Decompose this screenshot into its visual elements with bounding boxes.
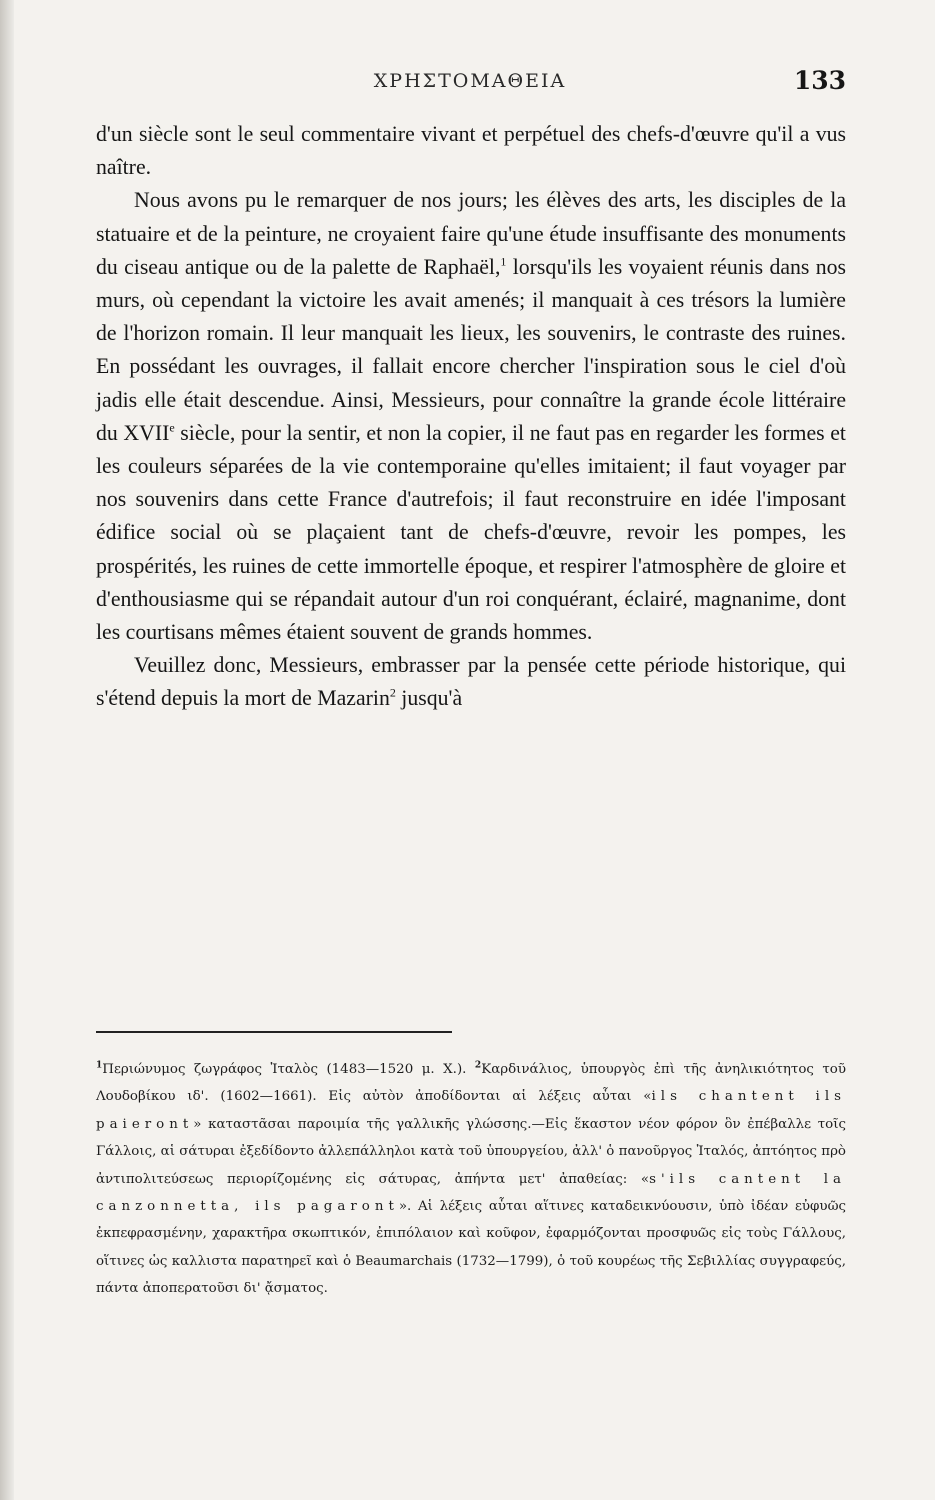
footnote-2-quote-1: ils chantent ils paieront xyxy=(96,1089,846,1132)
page-header xyxy=(90,66,850,102)
footnote-1-text: Περιώνυμος ζωγράφος Ἰταλὸς (1483—1520 μ. Χ.). xyxy=(102,1062,467,1077)
footnote-2-quote-2: s'ils cantent la canzonnetta, ils pagaront xyxy=(96,1171,847,1215)
footnote-ref-1[interactable]: 1 xyxy=(500,254,507,269)
paragraph-3-text-b: jusqu'à xyxy=(395,686,463,711)
main-text xyxy=(96,118,846,716)
footnote-2-text-b: » καταστᾶσαι παροιμία τῆς γαλλικῆς γλώσσης.—Εἰς ἕκαστον νέον φόρον ὃν ἐπέβαλλε τοῖς Γάλλοις, αἱ σάτυραι ἐξεδίδοντο ἀλλεπάλληλοι κατὰ τοῦ ὑπουργείου, ἀλλ' ὁ πανοῦργος Ἰταλός, ἀπτόητος πρὸ ἀντιπολιτεύσεως περιορίζομένης εἰς σάτυρας, ἀπήντα μετ' ἀπαθείας: « xyxy=(96,1116,846,1187)
paragraph-1-text: d'un siècle sont le seul commentaire vivant et perpétuel des chefs-d'œuvre qu'il a vus naître. xyxy=(96,122,846,180)
footnote-divider xyxy=(96,1031,452,1033)
footnote-2-text-a: Καρδινάλιος, ὑπουργὸς ἐπὶ τῆς ἀνηλικιότητος τοῦ Λουδοβίκου ιδ'. (1602—1661). Εἰς αὐτὸν ἀποδίδονται αἱ λέξεις αὗται « xyxy=(96,1062,846,1105)
paragraph-3-text-a: Veuillez donc, Messieurs, embrasser par la pensée cette période historique, qui s'étend depuis la mort de Mazarin xyxy=(96,653,846,711)
paragraph-1 xyxy=(96,118,846,184)
century-superscript: e xyxy=(169,420,175,435)
paragraph-3 xyxy=(96,649,846,715)
footnote-ref-2[interactable]: 2 xyxy=(389,686,396,701)
paragraph-2-text-c: siècle, pour la sentir, et non la copier, il ne faut pas en regarder les formes et les couleurs séparées de la vie contemporaine qu'elles imitaient; il faut voyager par nos souvenirs dans cette France d'autrefois; il faut reconstruire en idée l'imposant édifice social où se plaçaient tant de chefs-d'œuvre, revoir les pompes, les prospérités, les ruines de cette immortelle époque, et respirer l'atmosphère de gloire et d'enthousiasme qui se répandait autour d'un roi conquérant, éclairé, magnanime, dont les courtisans mêmes étaient souvent de grands hommes. xyxy=(96,420,846,645)
footnote-1-marker: 1 xyxy=(96,1060,103,1071)
paragraph-2 xyxy=(96,184,846,649)
footnote-2-text-c: ». Αἱ λέξεις αὗται αἵτινες καταδεικνύουσιν, ὑπὸ ἰδέαν εὐφυῶς ἐκπεφρασμένην, χαρακτῆρα σκωπτικόν, ἐπιπόλαιον καὶ κοῦφον, ἐφαρμόζονται προσφυῶς εἰς τοὺς Γάλλους, οἵτινες ὡς καλλιστα παρατηρεῖ καὶ ὁ Beaumarchais (1732—1799), ὁ τοῦ κουρέως τῆς Σεβιλλίας συγγραφεύς, πάντα ἀποπερατοῦσι δι' ᾄσματος. xyxy=(96,1199,846,1297)
paragraph-2-text-a: Nous avons pu le remarquer de nos jours; les élèves des arts, les disciples de la statuaire et de la peinture, ne croyaient faire qu'une étude insuffisante des monuments du ciseau antique ou de la palette de Raphaël, xyxy=(96,188,846,279)
footnote-2-marker: 2 xyxy=(474,1060,482,1071)
page-number: 133 xyxy=(793,66,846,95)
running-title: ΧΡΗΣΤΟΜΑΘΕΙΑ xyxy=(373,70,567,92)
page-binding-edge xyxy=(0,0,14,1500)
paragraph-2-text-b: lorsqu'ils les voyaient réunis dans nos murs, où cependant la victoire les avait amenés; il manquait à ces trésors la lumière de l'horizon romain. Il leur manquait les lieux, les souvenirs, le contraste des ruines. En possédant les ouvrages, il fallait encore chercher l'inspiration sous le ciel d'où jadis elle était descendue. Ainsi, Messieurs, pour connaître la grande école littéraire du XVII xyxy=(96,254,846,445)
footnote-1 xyxy=(96,1056,846,1303)
footnotes xyxy=(96,1056,846,1303)
